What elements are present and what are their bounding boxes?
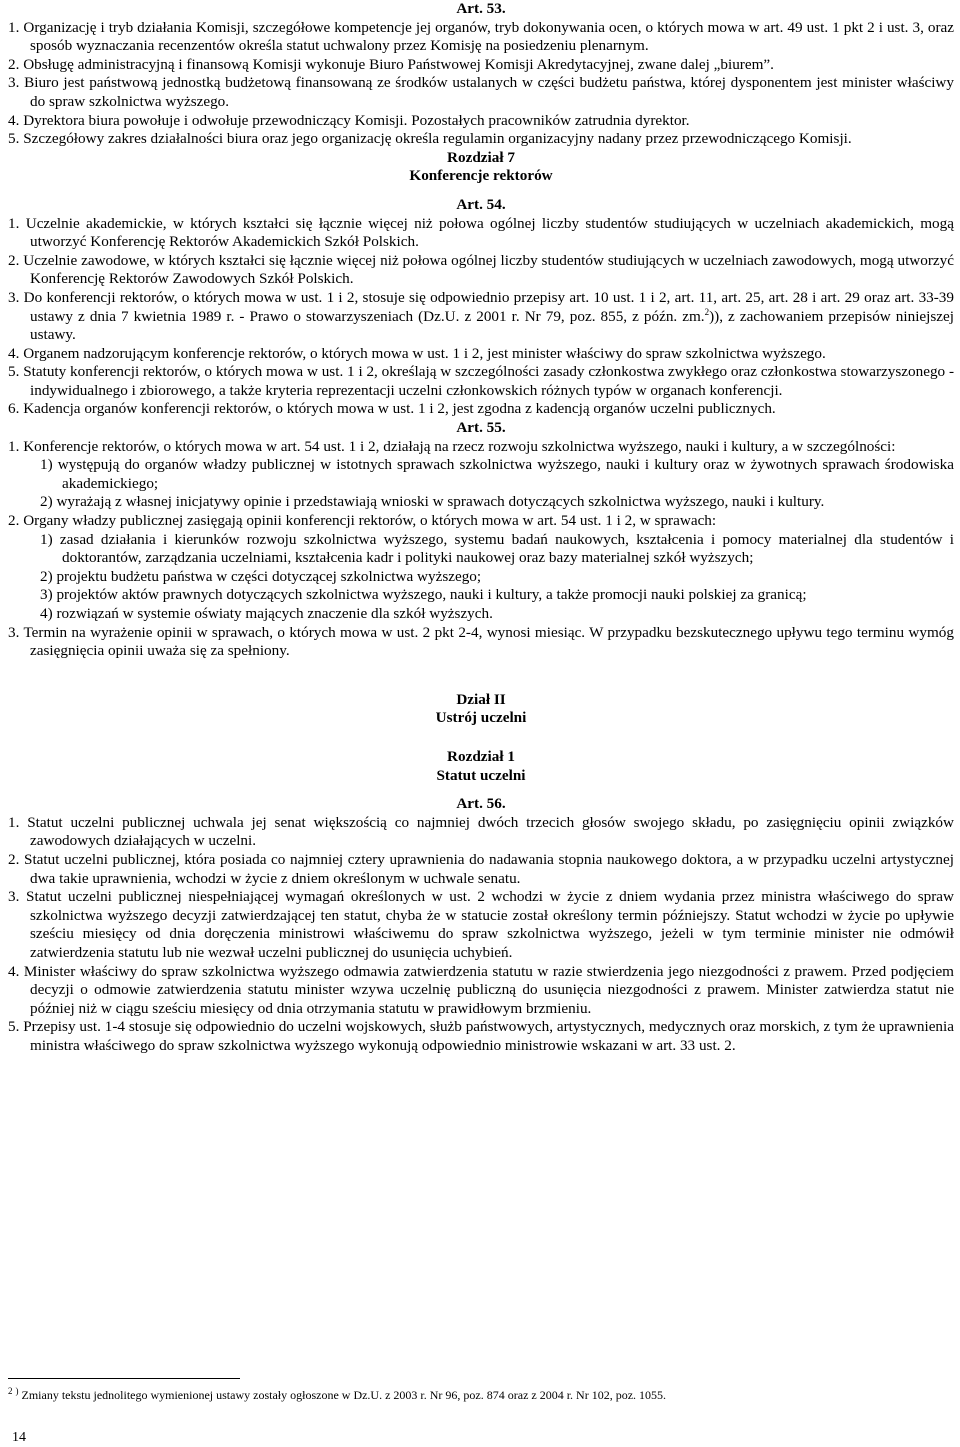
art54-para-1: 1. Uczelnie akademickie, w których kształci się łącznie więcej niż połowa ogólnej liczby studentów studiujących w uczelniach akademickich, mogą utworzyć Konferencję Rektorów Akademickich Szkół Polskich. (8, 214, 954, 251)
art55-para-3: 3. Termin na wyrażenie opinii w sprawach, o których mowa w ust. 2 pkt 2-4, wynosi miesiąc. W przypadku bezskutecznego upływu tego terminu wymóg zasięgnięcia opinii uważa się za spełniony. (8, 623, 954, 660)
art55-para-2-item-1: 1) zasad działania i kierunków rozwoju szkolnictwa wyższego, systemu badań naukowych, kształcenia i pomocy materialnej dla studentów i doktorantów, zarządzania uczelniami, kształcenia kadr i polityki naukowej oraz bazy materialnej szkół wyższych; (40, 530, 954, 567)
division-2-subtitle: Ustrój uczelni (435, 709, 527, 727)
spacer (8, 681, 954, 691)
article-53-title: Art. 53. (456, 0, 506, 17)
art55-para-1-item-2: 2) wyrażają z własnej inicjatywy opinie i przedstawiają wnioski w sprawach dotyczących szkolnictwa wyższego, nauki i kultury. (40, 493, 825, 511)
art56-para-5: 5. Przepisy ust. 1-4 stosuje się odpowiednio do uczelni wojskowych, służb państwowych, artystycznych, medycznych oraz morskich, z tym że uprawnienia ministra właściwego do spraw szkolnictwa wyższego wykonują odpowiednio ministrowie wskazani w art. 33 ust. 2. (8, 1018, 954, 1054)
footnote (8, 1388, 954, 1403)
art54-para-4: 4. Organem nadzorującym konferencje rektorów, o których mowa w ust. 1 i 2, jest minister właściwy do spraw szkolnictwa wyższego. (8, 344, 826, 362)
art56-para-2: 2. Statut uczelni publicznej, która posiada co najmniej cztery uprawnienia do nadawania stopnia naukowego doktora, a w przypadku uczelni artystycznej dwa takie uprawnienia, wchodzi w życie z dniem określonym w uchwale senatu. (8, 850, 954, 887)
art55-para-2-item-4: 4) rozwiązań w systemie oświaty mających znaczenie dla szkół wyższych. (40, 605, 493, 622)
chapter-7-title: Rozdział 7 (447, 148, 515, 166)
art56-para-4: 4. Minister właściwy do spraw szkolnictwa wyższego odmawia zatwierdzenia statutu w razie stwierdzenia jego niezgodności z prawem. Przed podjęciem decyzji o odmowie zatwierdzenia statutu minister wzywa uczelnię publiczną do usunięcia niezgodności z prawem. Minister zatwierdza statut nie później niż w ciągu sześciu miesięcy od dnia otrzymania statutu w prawidłowym brzmieniu. (8, 962, 954, 1017)
footnote-marker-paren: ) (15, 1386, 19, 1396)
art55-para-2-item-3: 3) projektów aktów prawnych dotyczących szkolnictwa wyższego, nauki i kultury, a także promocji nauki polskiej za granicą; (40, 586, 807, 604)
spacer (8, 661, 954, 681)
footnote-reference: 2 (704, 306, 710, 317)
footnote-separator (8, 1378, 240, 1379)
article-54-title: Art. 54. (456, 195, 506, 213)
art53-para-2: 2. Obsługę administracyjną i finansową Komisji wykonuje Biuro Państwowej Komisji Akredytacyjnej, zwane dalej „biurem”. (8, 55, 774, 73)
chapter-1-subtitle: Statut uczelni (436, 766, 526, 784)
footnote-text: Zmiany tekstu jednolitego wymienionej ustawy zostały ogłoszone w Dz.U. z 2003 r. Nr 96, poz. 874 oraz z 2004 r. Nr 102, poz. 1055. (21, 1388, 667, 1402)
page-number: 14 (12, 1430, 26, 1445)
article-55-title: Art. 55. (456, 419, 506, 437)
spacer (8, 728, 954, 748)
art56-para-1: 1. Statut uczelni publicznej uchwala jej senat większością co najmniej dwóch trzecich głosów swojego składu, po zasięgnięciu opinii związków zawodowych działających w uczelni. (8, 813, 954, 850)
spacer (8, 186, 954, 196)
art54-para-3-text-b: )), z zachowaniem przepisów niniejszej ustawy. (30, 307, 954, 344)
art53-para-1: 1. Organizację i tryb działania Komisji, szczegółowe kompetencje jej organów, tryb dokonywania ocen, o których mowa w art. 49 ust. 1 pkt 2 i ust. 3, oraz sposób wyznaczania recenzentów określa statut uchwalony przez Komisję na posiedzeniu plenarnym. (8, 18, 954, 55)
spacer (8, 785, 954, 795)
art54-para-2: 2. Uczelnie zawodowe, w których kształci się łącznie więcej niż połowa ogólnej liczby studentów studiujących w uczelniach zawodowych, mogą utworzyć Konferencję Rektorów Zawodowych Szkół Polskich. (8, 251, 954, 288)
art53-para-4: 4. Dyrektora biura powołuje i odwołuje przewodniczący Komisji. Pozostałych pracowników zatrudnia dyrektor. (8, 111, 690, 129)
art54-para-3-text-a: 3. Do konferencji rektorów, o których mowa w ust. 1 i 2, stosuje się odpowiednio przepisy art. 10 ust. 1 i 2, art. 11, art. 25, art. 28 i art. 29 oraz art. 33-39 ustawy z dnia 7 kwietnia 1989 r. - Prawo o stowarzyszeniach (Dz.U. z 2001 r. Nr 79, poz. 855, z późn. zm. (8, 288, 954, 325)
document-body (8, 0, 954, 1055)
art53-para-3: 3. Biuro jest państwową jednostką budżetową finansowaną ze środków ustalanych w części budżetu państwa, której dysponentem jest minister właściwy do spraw szkolnictwa wyższego. (8, 74, 954, 110)
art53-para-5: 5. Szczegółowy zakres działalności biura oraz jego organizację określa regulamin organizacyjny nadany przez przewodniczącego Komisji. (8, 130, 852, 148)
art55-para-2: 2. Organy władzy publicznej zasięgają opinii konferencji rektorów, o których mowa w art. 54 ust. 1 i 2, w sprawach: (8, 512, 717, 530)
art55-para-1: 1. Konferencje rektorów, o których mowa w art. 54 ust. 1 i 2, działają na rzecz rozwoju szkolnictwa wyższego, nauki i kultury, a w szczególności: (8, 437, 896, 455)
art55-para-1-item-1: 1) występują do organów władzy publicznej w istotnych sprawach szkolnictwa wyższego, nauki i kultury oraz w żywotnych sprawach środowiska akademickiego; (40, 456, 954, 492)
art55-para-2-item-2: 2) projektu budżetu państwa w części dotyczącej szkolnictwa wyższego; (40, 567, 482, 585)
art54-para-3 (8, 289, 954, 345)
art54-para-6: 6. Kadencja organów konferencji rektorów, o których mowa w ust. 1 i 2, jest zgodna z kadencją organów uczelni publicznych. (8, 400, 776, 418)
art56-para-3: 3. Statut uczelni publicznej niespełniającej wymagań określonych w ust. 2 wchodzi w życie z dniem wydania przez ministra właściwego do spraw szkolnictwa wyższego decyzji zatwierdzającej ten statut, chyba że w statucie został określony termin późniejszy. Statut wchodzi w życie po upływie sześciu miesięcy od dnia doręczenia ministrowi właściwemu do spraw szkolnictwa wyższego, jeżeli w tym terminie minister nie odmówił zatwierdzenia statutu lub nie wezwał uczelni publicznej do usunięcia uchybień. (8, 888, 954, 961)
footnote-marker: 2 (8, 1386, 13, 1396)
division-2-title: Dział II (456, 690, 506, 708)
article-56-title: Art. 56. (456, 795, 506, 813)
chapter-1-title: Rozdział 1 (447, 747, 515, 765)
chapter-7-subtitle: Konferencje rektorów (409, 167, 553, 185)
art54-para-5: 5. Statuty konferencji rektorów, o których mowa w ust. 1 i 2, określają w szczególności zasady członkostwa zwykłego oraz członkostwa stowarzyszonego - indywidualnego i zbiorowego, a także kryteria reprezentacji uczelni członkowskich różnych typów w organach konferencji. (8, 363, 954, 399)
